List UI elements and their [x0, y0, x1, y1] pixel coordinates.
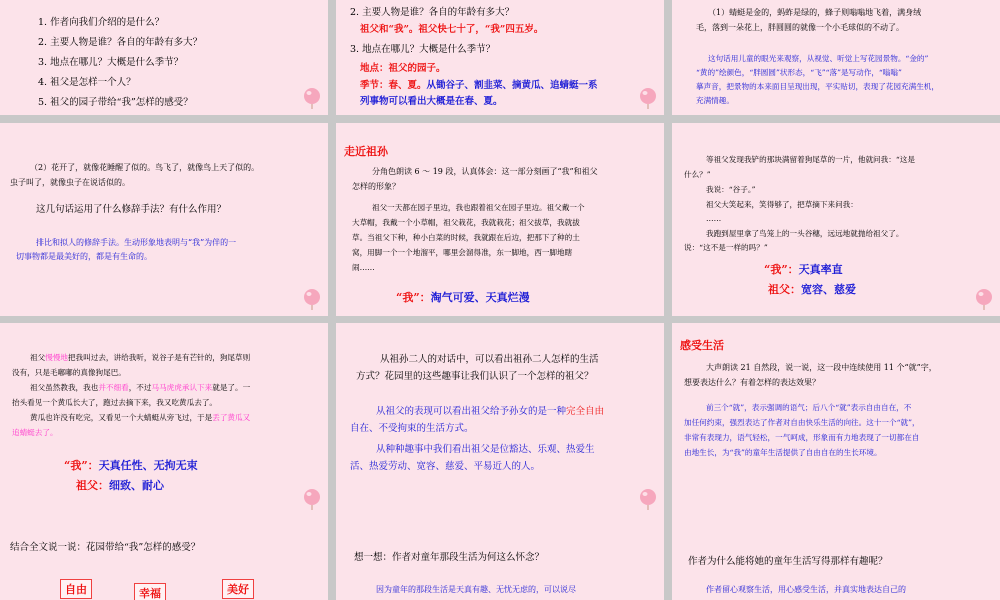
excerpt-line: 追蜻蜓去了。 [12, 428, 58, 437]
intro-line: 分角色朗读 6 ～ 19 段，认真体会：这一部分刻画了“我”和祖父 [372, 167, 598, 176]
excerpt-line: 祖父虽然教我，我也并不细看，不过马马虎虎承认下来就是了。一 [30, 383, 251, 392]
excerpt-line: 祖父一天都在园子里边，我也跟着祖父在园子里边。祖父戴一个 [372, 203, 585, 212]
quote-line: （1）蜻蜓是金的，蚂蚱是绿的，蜂子则嗡嗡地飞着，满身绒 [708, 8, 922, 17]
excerpt-line: 说：“这不是一样的吗？” [684, 243, 768, 252]
answer-3-season-cont: 列事物可以看出大概是在春、夏。 [360, 96, 503, 107]
analysis-line: 充满情趣。 [696, 96, 734, 105]
balloon-icon [302, 288, 322, 310]
slide-title: 走近祖孙 [344, 145, 388, 158]
question: 这几句话运用了什么修辞手法？有什么作用？ [36, 204, 227, 215]
excerpt-line: 祖父慢慢地把我叫过去，讲给我听，说谷子是有芒针的，狗尾草则 [30, 353, 251, 362]
slide-lifestyle [336, 323, 664, 516]
quote-line: （2）花开了，就像花睡醒了似的。鸟飞了，就像鸟上天了似的。 [30, 163, 260, 172]
answer-line: 加任何约束，强烈表达了作者对自由快乐生活的向往。这十一个“就”， [684, 418, 920, 427]
excerpt-line: 我跑到屋里拿了鸟笼上的一头谷穗，远远地就抛给祖父了。 [706, 229, 904, 238]
grandpa-traits: 祖父：细致、耐心 [76, 479, 164, 492]
slide-nostalgia [336, 515, 664, 600]
feeling-box: 美好 [222, 579, 254, 599]
question-item: 1. 作者向我们介绍的是什么？ [38, 17, 165, 28]
excerpt-line: 大草帽，我戴一个小草帽，祖父栽花，我就栽花；祖父拔草，我就拔 [352, 218, 580, 227]
answer-line: 因为童年的那段生活是天真有趣、无忧无虑的，可以说尽 [376, 585, 576, 594]
balloon-icon [638, 488, 658, 510]
excerpt-line: 我说：“谷子。” [706, 185, 756, 194]
excerpt-line: 抬头看见一个黄瓜长大了，跑过去摘下来，我又吃黄瓜去了。 [12, 398, 218, 407]
answer-line: 切事物都是最美好的，都是有生命的。 [16, 252, 152, 261]
question-line: 想要表达什么？有着怎样的表达效果？ [684, 378, 820, 387]
balloon-icon [302, 488, 322, 510]
question-2: 2. 主要人物是谁？各自的年龄有多大？ [350, 7, 515, 18]
answer-line: 从祖父的表现可以看出祖父给予孙女的是一种完全自由 [376, 406, 605, 417]
question: 作者为什么能将她的童年生活写得那样有趣呢？ [688, 556, 888, 567]
slide-questions [0, 0, 328, 115]
question-item: 2. 主要人物是谁？各自的年龄有多大？ [38, 37, 203, 48]
answer-line: 由地生长，为“我”的童年生活提供了自由自在的生长环境。 [684, 448, 882, 457]
grandpa-traits: 祖父：宽容、慈爱 [768, 283, 856, 296]
excerpt-line: 等祖父发现我铲的那块满留着狗尾草的一片，他就问我：“这是 [706, 155, 915, 164]
me-traits: “我”：天真任性、无拘无束 [64, 459, 198, 472]
analysis-line: 摹声音，把景物的本来面目呈现出现，平实贴切，表现了花园充满生机， [696, 82, 939, 91]
answer-line: 作者留心观察生活，用心感受生活，并真实地表达自己的 [706, 585, 906, 594]
question-3: 3. 地点在哪儿？大概是什么季节？ [350, 44, 496, 55]
question: 结合全文说一说：花园带给“我”怎样的感受？ [10, 542, 201, 553]
question-line: 方式？花园里的这些趣事让我们认识了一个怎样的祖父？ [356, 371, 594, 382]
slide-garden-feeling [0, 515, 328, 600]
question-item: 4. 祖父是怎样一个人？ [38, 77, 136, 88]
slide-title: 感受生活 [680, 339, 724, 352]
slide-patience [0, 323, 328, 516]
slide-feel-life [672, 323, 1000, 516]
answer-3-season: 季节：春、夏。从锄谷子、割韭菜、摘黄瓜、追蜻蜓一系 [360, 80, 598, 91]
answer-line: 非常有表现力，语气轻松，一气呵成，形象而有力地表现了一切都在自 [684, 433, 920, 442]
excerpt-line: 没有，只是毛嘟嘟的真像狗尾巴。 [12, 368, 126, 377]
excerpt-line: 什么？” [684, 170, 711, 179]
question-item: 3. 地点在哪儿？大概是什么季节？ [38, 57, 184, 68]
slide-interesting [672, 515, 1000, 600]
question-list [38, 14, 202, 111]
excerpt-line: 祖父大笑起来，笑得够了，把草摘下来问我： [706, 200, 858, 209]
excerpt-line: 草。当祖父下种，种小白菜的时候，我就跟在后边，把那下了种的土 [352, 233, 580, 242]
excerpt-line: 闹…… [352, 263, 375, 272]
question-item: 5. 祖父的园子带给“我”怎样的感受？ [38, 97, 193, 108]
me-traits: “我”：天真率直 [764, 263, 843, 276]
answer-line: 活、热爱劳动、宽容、慈爱、平易近人的人。 [350, 461, 541, 472]
balloon-icon [638, 87, 658, 109]
answer-line: 自在、不受拘束的生活方式。 [350, 423, 474, 434]
analysis-line: 这句话用儿童的眼光来观察，从视觉、听觉上写花园景物。“金的” [708, 54, 929, 63]
slide-approach [336, 123, 664, 316]
answer-line: 排比和拟人的修辞手法。生动形象地表明与“我”为伴的一 [36, 238, 237, 247]
answer-3-place: 地点：祖父的园子。 [360, 63, 446, 74]
question-line: 大声朗读 21 自然段，说一说，这一段中连续使用 11 个“就”字， [706, 363, 937, 372]
feeling-box: 自由 [60, 579, 92, 599]
slide-dialogue [672, 123, 1000, 316]
question: 想一想：作者对童年那段生活为何这么怀念？ [354, 552, 545, 563]
excerpt-line: …… [706, 214, 722, 223]
slide-rhetoric [0, 123, 328, 316]
excerpt-line: 黄瓜也许没有吃完，又看见一个大蜻蜓从旁飞过，于是丢了黄瓜又 [30, 413, 251, 422]
intro-line: 怎样的形象？ [352, 182, 400, 191]
quote-line: 虫子叫了，就像虫子在说话似的。 [10, 178, 130, 187]
quote-line: 毛，落到一朵花上，胖圆圆的就像一个小毛球似的不动了。 [696, 23, 904, 32]
trait-summary: “我”：淘气可爱、天真烂漫 [396, 291, 530, 304]
feeling-box: 幸福 [134, 583, 166, 600]
balloon-icon [974, 288, 994, 310]
balloon-icon [302, 87, 322, 109]
excerpt-line: 窝，用脚一个一个地溜平，哪里会溜得准，东一脚地，西一脚地瞎 [352, 248, 573, 257]
slide-dragonfly [672, 0, 1000, 115]
slide-answers-2-3 [336, 0, 664, 115]
question-line: 从祖孙二人的对话中，可以看出祖孙二人怎样的生活 [380, 354, 599, 365]
answer-2: 祖父和“我”。祖父快七十了，“我”四五岁。 [360, 24, 544, 35]
answer-line: 前三个“就”，表示强调的语气；后八个“就”表示自由自在，不 [706, 403, 912, 412]
answer-line: 从种种趣事中我们看出祖父是位豁达、乐观、热爱生 [376, 444, 595, 455]
analysis-line: “黄的”绘颜色，“胖圆圆”状形态，“飞”“落”是写动作，“嗡嗡” [696, 68, 902, 77]
